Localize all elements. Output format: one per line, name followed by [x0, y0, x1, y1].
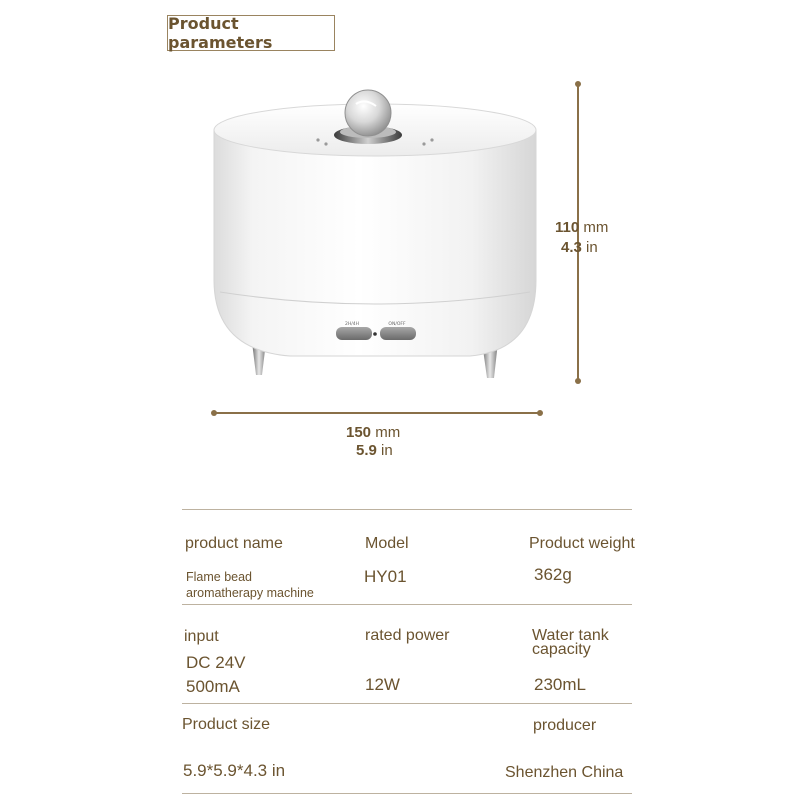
water-tank-label-line2: capacity	[532, 641, 591, 658]
water-tank-value: 230mL	[534, 675, 586, 694]
width-mm: 150 mm	[346, 424, 401, 441]
width-dim-endpoint	[537, 410, 543, 416]
model-label: Model	[365, 535, 409, 552]
width-dimension-line	[214, 412, 540, 414]
product-size-label: Product size	[182, 716, 271, 733]
producer-label: producer	[533, 717, 597, 734]
product-name-label: product name	[185, 535, 283, 552]
product-weight-value: 362g	[534, 565, 572, 584]
water-tank-label-line1: Water tank	[532, 627, 609, 644]
height-dim-endpoint	[575, 378, 581, 384]
width-in: 5.9 in	[356, 442, 393, 459]
input-value-line2: 500mA	[186, 677, 240, 696]
table-divider	[182, 604, 632, 605]
rated-power-value: 12W	[365, 675, 400, 694]
product-weight-label: Product weight	[529, 535, 635, 552]
power-button-label: ON/OFF	[388, 322, 406, 327]
timer-button	[336, 327, 372, 340]
input-value-line1: DC 24V	[186, 653, 246, 672]
height-in: 4.3 in	[561, 239, 598, 256]
height-mm: 110 mm	[555, 219, 609, 236]
page-title: Product parameters	[167, 15, 335, 51]
model-value: HY01	[364, 567, 407, 586]
power-button	[380, 327, 416, 340]
product-image	[200, 80, 560, 390]
producer-value: Shenzhen China	[505, 764, 624, 781]
table-divider	[182, 703, 632, 704]
timer-button-label: 2H/4H	[344, 322, 360, 327]
product-name-value-line1: Flame bead	[186, 570, 253, 584]
product-name-value-line2: aromatherapy machine	[186, 586, 314, 600]
table-divider	[182, 793, 632, 794]
input-label: input	[184, 628, 219, 645]
rated-power-label: rated power	[365, 627, 450, 644]
table-divider	[182, 509, 632, 510]
product-size-value: 5.9*5.9*4.3 in	[183, 761, 286, 780]
